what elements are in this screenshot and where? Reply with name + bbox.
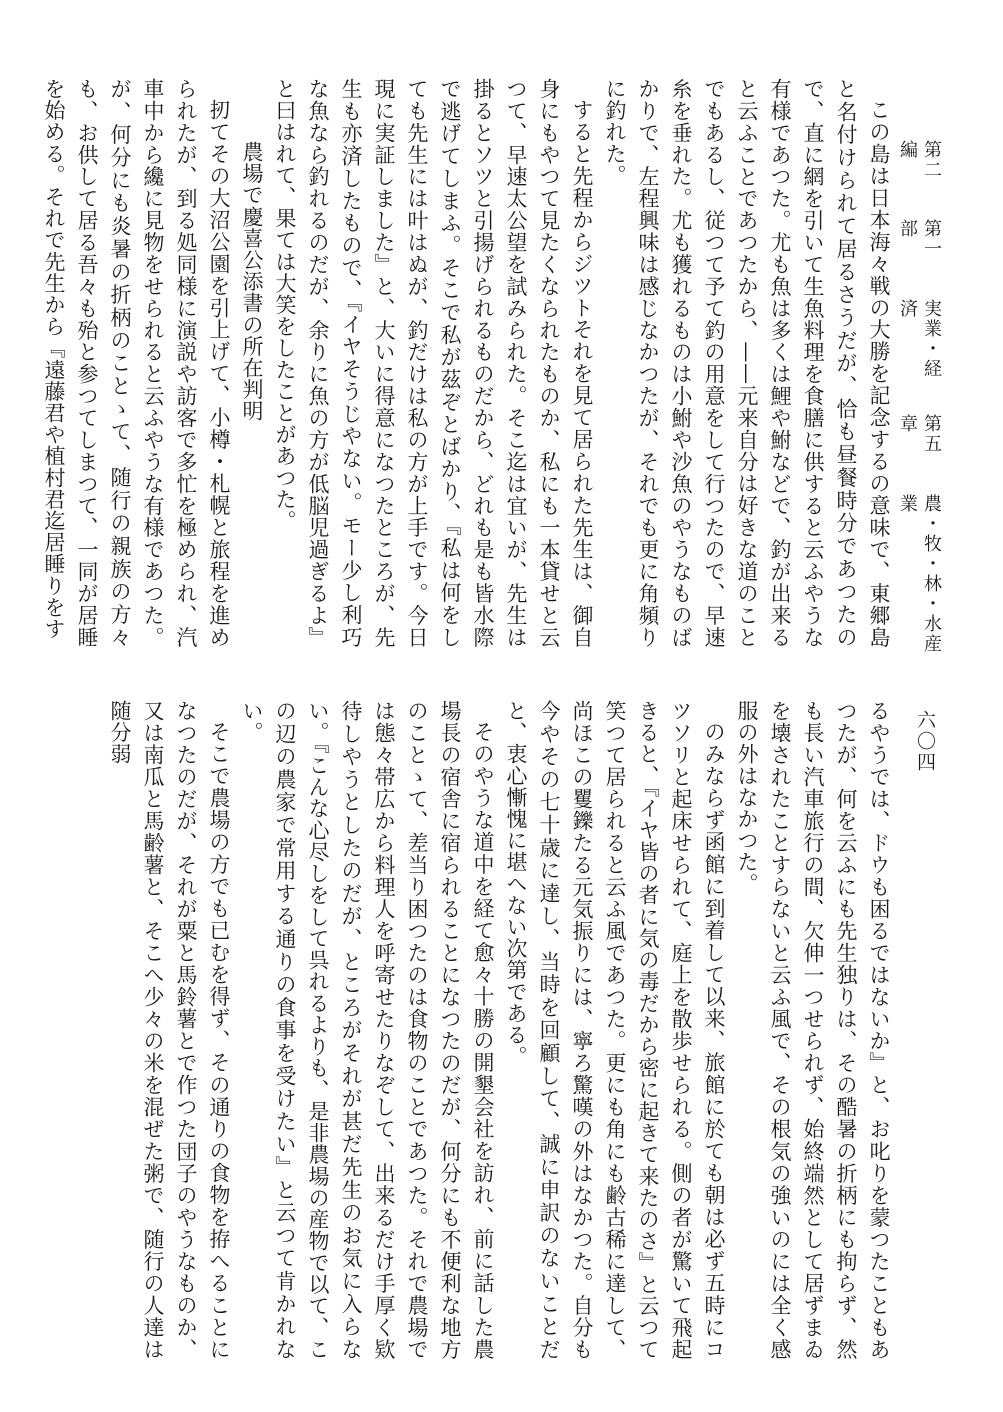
paragraph: 扨てその大沼公園を引上げて、小樽・札幌と旅程を進められたが、到る処同様に演説や訪客で多忙を極められ、汽車中から纔に見物をせられると云ふやうな有様であつた。が、何分にも炎暑の折柄のことゝて、随行の親族の方々も、お供して居る吾々も殆と参つてしまつて、一同が居睡を始める。それで先生から『遠藤君や植村君迄居睡りをす [42,78,231,648]
paragraph: るやうでは、ドウも困るではないか』と、お叱りを蒙つたこともあつたが、何を云ふにも先生独りは、その酷暑の折柄にも拘らず、然も長い汽車旅行の間、欠伸一つせられず、始終端然として居ずまゐを壊されたことすらないと云ふ風で、その根気の強いのには全く感服の外はなかつた。 [735,700,891,1360]
section-heading: 農場で慶喜公添書の所在判明 [240,141,264,422]
paragraph: そのやうな道中を経て愈々十勝の開墾会社を訪れ、前に話した農場長の宿舎に宿られることになつたのだが、何分にも不便利な地方のことゝて、差当り困つたのは食物のことであつた。それで農場では態々帯広から料理人を呼寄せたりなぞして、出来るだけ手厚く欵待しやうとしたのだが、ところがそれが甚だ先生のお気に入らない。『こんな心尽しをして呉れるよりも、是非農場の産物で以て、この辺の農家で常用する通りの食事を受けたい』と云つて肯かれない。 [240,700,495,1360]
paragraph: のみならず函館に到着して以来、旅館に於ても朝は必ず五時にコツソリと起床せられて、庭上を散歩せられる。側の者が驚いて飛起きると、『イヤ皆の者に気の毒だから密に起きて来たのさ』と云つて笑つて居られると云ふ風であつた。更にも角にも齢古稀に達して、尚ほこの矍鑠たる元気振りには、寧ろ驚嘆の外はなかつた。自分も今やその七十歳に達し、当時を回顧して、誠に申訳のないことだと、衷心慚愧に堪へない次第である。 [504,700,726,1360]
paragraph: すると先程からジツトそれを見て居られた先生は、御自身にもやつて見たくなられたものか、私にも一本貸せと云つて、早速太公望を試みられた。そこ迄は宜いが、先生は掛るとソツと引揚げられるものだから、どれも是も皆水際で逃げてしまふ。そこで私が茲ぞとばかり、『私は何をしても先生には叶はぬが、釣だけは私の方が上手です。今日現に実証しました』と、大いに得意になつたところが、先生も亦済したもので、『イヤそうじやない。モー少し利巧な魚なら釣れるのだが、余りに魚の方が低脳児過ぎるよ』と曰はれて、果ては大笑をしたことがあつた。 [273,78,594,648]
header-section: 第一部 [897,219,942,260]
upper-text-block [42,78,895,648]
paragraph: そこで農場の方でも已むを得ず、その通りの食物を拵へることになつたのだが、それが粟と馬鈴薯とで作つた団子のやうなものか、又は南瓜と馬齢薯と、そこへ少々の米を混ぜた粥で、随行の人達は随分弱 [108,700,231,1360]
lower-text-block [95,700,895,1360]
header-subject: 実業・経済 [897,298,942,379]
header-chapter-title: 農・牧・林・水産業 [897,493,942,654]
running-header [895,140,943,680]
header-part: 第二編 [897,140,942,180]
paragraph: この島は日本海々戦の大勝を記念するの意味で、東郷島と名付けられて居るさうだが、恰も昼餐時分であつたので、直に網を引いて生魚料理を食膳に供すると云ふやうな有様であつた。尤も魚は多くは鯉や鮒などで、釣が出来ると云ふことであつたから、——元来自分は好きな道のことでもあるし、従つて予て釣の用意をして行つたので、早速糸を垂れた。尤も獲れるものは小鮒や沙魚のやうなものばかりで、左程興味は感じなかつたが、それでも更に角頻りに釣れた。 [603,78,891,648]
page-number: 六〇四 [914,710,936,773]
header-chapter: 第五章 [897,414,942,455]
